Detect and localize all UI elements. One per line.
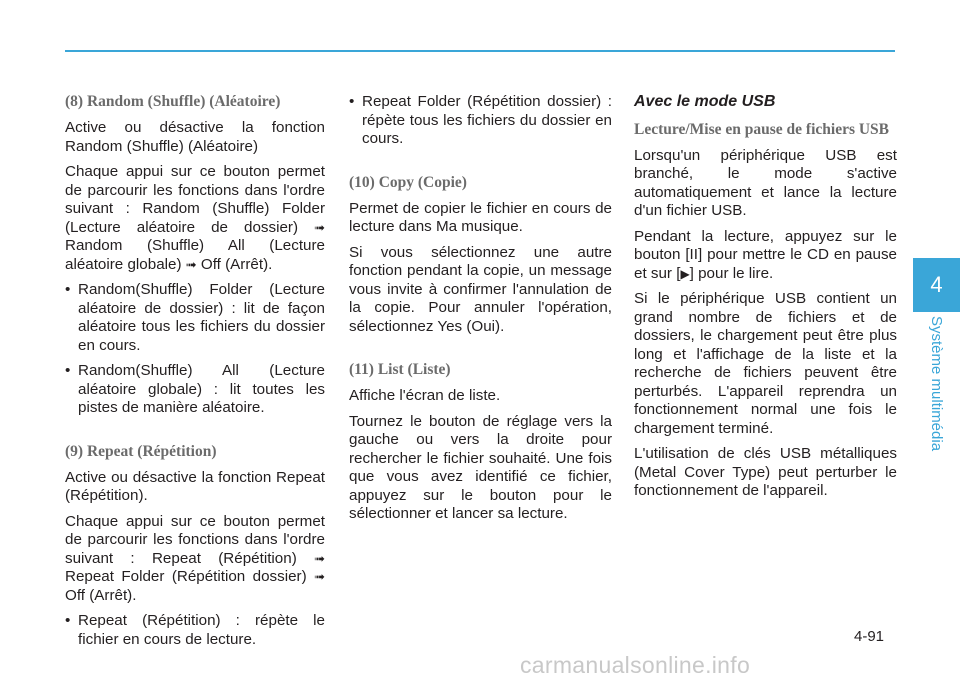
paragraph: Lorsqu'un périphérique USB est branché, le mode s'active automatiquement et lance la lecture d'un fichier USB. (634, 146, 897, 219)
list-item: • Repeat (Répétition) : répète le fichier en cours de lecture. (65, 612, 325, 649)
right-arrow-icon: ➟ (314, 219, 325, 235)
text: Repeat Folder (Répétition dossier) (65, 568, 307, 585)
paragraph: Permet de copier le fichier en cours de lecture dans Ma musique. (349, 199, 612, 235)
list-item: • Repeat Folder (Répétition dossier) : répète tous les fichiers du dossier en cours. (349, 93, 612, 149)
bullet-list (349, 93, 612, 149)
heading-copy: (10) Copy (Copie) (349, 173, 467, 191)
paragraph: L'utilisation de clés USB métalliques (Metal Cover Type) peut perturber le fonctionnement de l'appareil. (634, 445, 897, 499)
right-arrow-icon: ➟ (314, 550, 325, 566)
heading-repeat: (9) Repeat (Répétition) (65, 442, 217, 460)
text: Pendant la lecture, appuyez sur le bouton [II] pour mettre le CD en pause et sur [ (634, 227, 897, 282)
paragraph: Active ou désactive la fonction Repeat (Répétition). (65, 468, 325, 504)
right-arrow-icon: ➟ (185, 256, 197, 272)
text: Off (Arrêt). (65, 586, 137, 604)
text: Off (Arrêt). (200, 255, 273, 273)
paragraph (634, 228, 897, 284)
heading-usb-mode: Avec le mode USB (634, 93, 776, 110)
right-arrow-icon: ➟ (314, 569, 325, 584)
heading-list: (11) List (Liste) (349, 361, 451, 378)
play-icon: ▶ (680, 266, 690, 281)
paragraph: Si le périphérique USB contient un grand nombre de fichiers et de dossiers, le chargement peut être plus long et l'affichage de la liste et la recherche de fichiers peuvent être perturbés. L'appareil reprendra un fonctionnement normal une fois le chargement terminé. (634, 290, 897, 437)
bullet-list (65, 612, 325, 649)
column-right (634, 93, 897, 508)
top-rule (65, 50, 895, 52)
watermark: carmanualsonline.info (520, 652, 751, 678)
text: Chaque appui sur ce bouton permet de parcourir les fonctions dans l'ordre suivant : Repeat (Répétition) (65, 512, 325, 567)
paragraph (65, 513, 325, 606)
list-item: • Random(Shuffle) All (Lecture aléatoire globale) : lit toutes les pistes de manière aléatoire. (65, 362, 325, 418)
paragraph: Active ou désactive la fonction Random (Shuffle) (Aléatoire) (65, 119, 325, 155)
bullet-list (65, 281, 325, 418)
heading-usb-play: Lecture/Mise en pause de fichiers USB (634, 120, 890, 138)
chapter-tab: 4 (913, 258, 960, 312)
list-item: • Random(Shuffle) Folder (Lecture aléatoire de dossier) : lit de façon aléatoire tous les fichiers du dossier en cours. (65, 281, 325, 355)
paragraph: Si vous sélectionnez une autre fonction pendant la copie, un message vous invite à confirmer l'annulation de la copie. Pour annuler l'opération, sélectionnez Yes (Oui). (349, 243, 612, 335)
paragraph (65, 163, 325, 274)
chapter-label (913, 312, 960, 472)
column-middle (349, 93, 612, 531)
paragraph: Affiche l'écran de liste. (349, 387, 501, 404)
chapter-label-text: Système multimédia (928, 316, 945, 452)
page-number: 4-91 (854, 628, 885, 645)
heading-random: (8) Random (Shuffle) (Aléatoire) (65, 93, 281, 110)
text: ] pour le lire. (689, 264, 774, 282)
text: Chaque appui sur ce bouton permet de parcourir les fonctions dans l'ordre suivant : Random (Shuffle) Folder (Lecture aléatoire de dossier) (65, 163, 325, 236)
paragraph: Tournez le bouton de réglage vers la gauche ou vers la droite pour rechercher le fichier souhaité. Une fois que vous avez identifié ce fichier, appuyez sur le bouton pour le sélectionner et lancer sa lecture. (349, 412, 612, 522)
column-left (65, 93, 325, 656)
text: Random (Shuffle) All (Lecture aléatoire globale) (65, 237, 325, 273)
